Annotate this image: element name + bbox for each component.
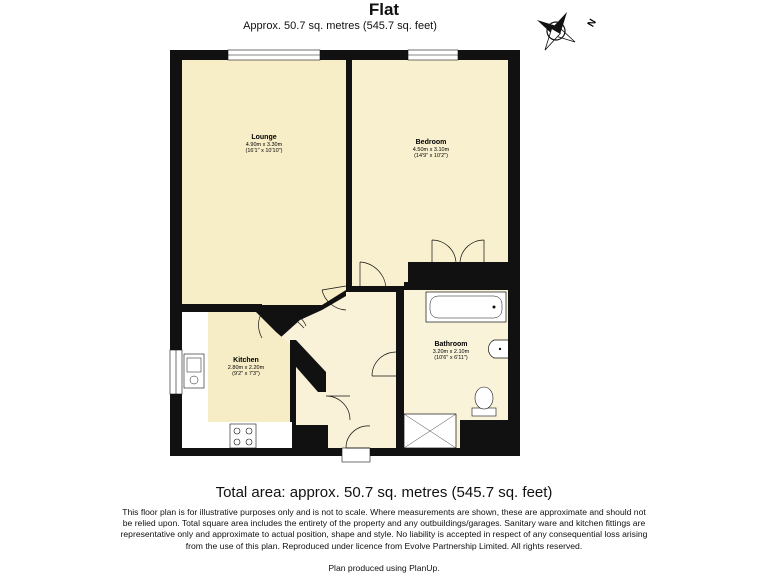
- bedroom-floor: [352, 60, 508, 286]
- bathtub-icon: [426, 292, 506, 322]
- kitchen-metric: 2.80m x 2.20m: [227, 365, 265, 371]
- compass-north-label: N: [585, 17, 600, 30]
- bedroom-label: Bedroom: [415, 139, 447, 146]
- produced-by-text: Plan produced using PlanUp.: [328, 563, 440, 573]
- disclaimer-text: This floor plan is for illustrative purposes only and is not to scale. Where measurements are shown, these are approximate and should not be relied upon. Total square area includes the entirety of the property and any outbuildings/garages. Sanitary ware and kitchen fittings are representative only and approximate to actual position, shape and style. No liability is accepted in respect of any consequential loss arising from the use of this plan. Reproduced under licence from Evolve Partnership Limited. All rights reserved.: [120, 507, 648, 551]
- lounge-imperial: (16'1" x 10'10"): [245, 148, 283, 154]
- bedroom-metric: 4.50m x 3.10m: [412, 147, 450, 153]
- hob-icon: [230, 424, 256, 448]
- bathroom-metric: 3.20m x 2.10m: [432, 349, 470, 355]
- bathroom-label: Bathroom: [434, 341, 468, 348]
- kitchen-label: Kitchen: [233, 357, 259, 364]
- lounge-label: Lounge: [251, 134, 277, 141]
- bedroom-imperial: (14'9" x 10'2"): [414, 153, 448, 159]
- lounge-floor: [182, 60, 346, 305]
- plan-title: Flat: [368, 0, 400, 19]
- bathroom-imperial: (10'6" x 6'11"): [434, 355, 468, 361]
- plan-subtitle: Approx. 50.7 sq. metres (545.7 sq. feet): [243, 20, 437, 32]
- shower-tray-icon: [404, 414, 456, 448]
- basin-icon: [488, 340, 508, 358]
- lounge-metric: 4.90m x 3.30m: [245, 142, 283, 148]
- sink-icon: [184, 354, 204, 388]
- kitchen-imperial: (9'2" x 7'3"): [232, 371, 260, 377]
- total-area: Total area: approx. 50.7 sq. metres (545.7 sq. feet): [215, 484, 553, 501]
